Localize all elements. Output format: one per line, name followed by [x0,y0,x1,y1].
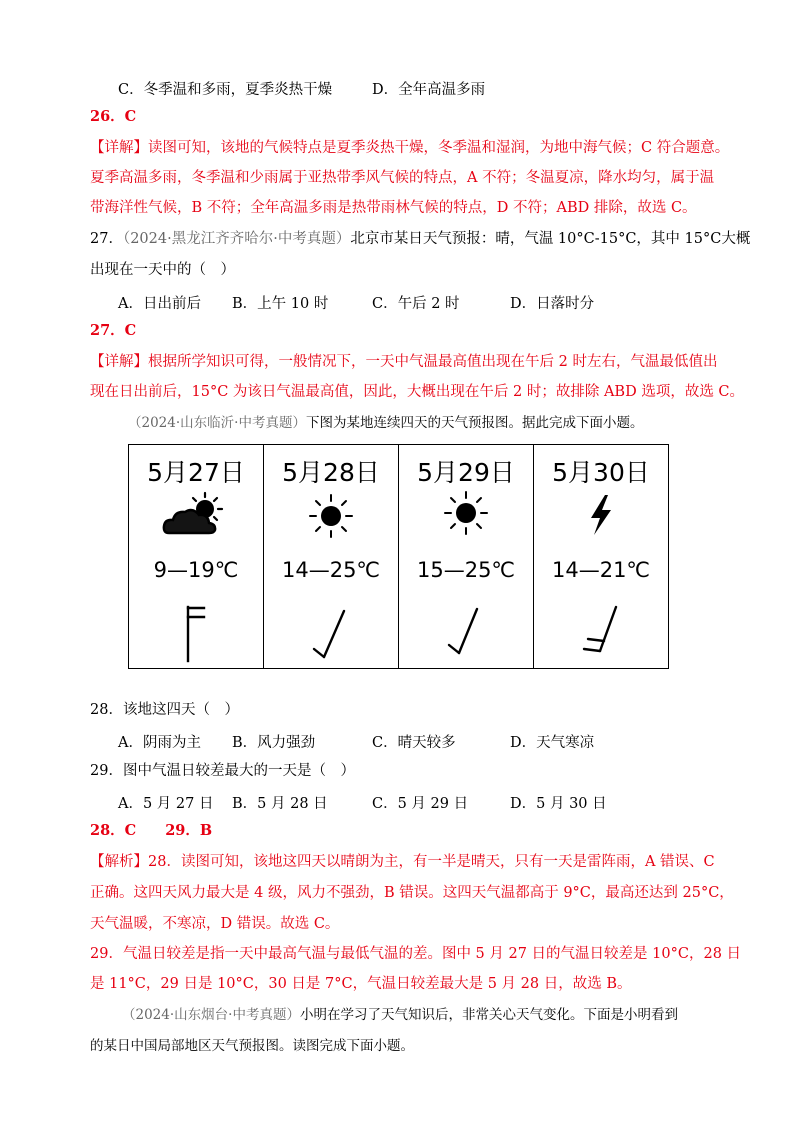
forecast-date: 5月27日 [147,458,245,487]
question-27-line1 [90,229,750,249]
q27-option-b: B．上午 10 时 [232,296,329,312]
wind-2-level-icon [264,603,398,665]
intro-30-line2: 的某日中国局部地区天气预报图。读图完成下面小题。 [90,1038,414,1054]
q29-option-b: B．5 月 28 日 [232,796,328,812]
q27-option-c: C．午后 2 时 [372,296,460,312]
explanation-26-line3: 带海洋性气候，B 不符；全年高温多雨是热带雨林气候的特点，D 不符；ABD 排除，故选 C。 [90,200,697,216]
forecast-cell [264,445,399,668]
explanation-27-line2: 现在日出前后，15°C 为该日气温最高值，因此，大概出现在午后 2 时；故排除 ABD 选项，故选 C。 [90,384,745,400]
explanation-26-line1: 【详解】读图可知，该地的气候特点是夏季炎热干燥，冬季温和湿润，为地中海气候；C 符合题意。 [90,140,730,156]
q29-option-c: C．5 月 29 日 [372,796,469,812]
forecast-cell [129,445,264,668]
question-27-source: （2024·黑龙江齐齐哈尔·中考真题） [122,231,351,247]
sunny-icon [264,491,398,541]
forecast-temperature: 14—25℃ [281,558,381,582]
intro-28-29-text: 下图为某地连续四天的天气预报图。据此完成下面小题。 [305,415,644,431]
forecast-temperature: 9—19℃ [153,558,239,582]
q28-option-a: A．阴雨为主 [118,735,201,751]
question-27-number: 27． [90,231,123,247]
intro-30-line1 [122,1005,678,1025]
question-27-line2: 出现在一天中的（ ） [90,262,235,278]
answer-28-29: 28．C 29．B [90,822,213,839]
intro-30-text: 小明在学习了天气知识后，非常关心天气变化。下面是小明看到 [299,1007,678,1023]
sunny-icon [399,491,533,541]
wind-2-level-icon [399,603,533,665]
explanation-28-29-line3: 天气温暖，不寒凉，D 错误。故选 C。 [90,916,340,932]
q29-option-d: D．5 月 30 日 [510,796,607,812]
q25-option-d: D．全年高温多雨 [372,82,486,98]
q25-option-c: C．冬季温和多雨，夏季炎热干燥 [118,82,333,98]
partly-cloudy-icon [129,491,263,541]
forecast-date: 5月28日 [282,458,380,487]
explanation-28-29-line2: 正确。这四天风力最大是 4 级，风力不强劲，B 错误。这四天气温都高于 9°C，最高还达到 25°C， [90,885,734,901]
intro-28-29-source: （2024·山东临沂·中考真题） [128,415,306,431]
question-28: 28．该地这四天（ ） [90,702,239,718]
answer-27: 27．C [90,322,137,339]
question-27-text: 北京市某日天气预报：晴，气温 10°C-15°C，其中 15°C大概 [350,231,751,247]
question-29: 29．图中气温日较差最大的一天是（ ） [90,763,355,779]
wind-3-level-icon [534,603,668,665]
explanation-26-line2: 夏季高温多雨，冬季温和少雨属于亚热带季风气候的特点，A 不符；冬温夏凉，降水均匀，属于温 [90,170,715,186]
forecast-temperature: 14—21℃ [551,558,651,582]
explanation-28-29-line5: 是 11°C，29 日是 10°C，30 日是 7°C，气温日较差最大是 5 月 28 日，故选 B。 [90,976,632,992]
forecast-cell [534,445,668,668]
q28-option-d: D．天气寒凉 [510,735,595,751]
forecast-date: 5月29日 [417,458,515,487]
q27-option-d: D．日落时分 [510,296,595,312]
wind-4-level-icon [129,603,263,665]
q27-option-a: A．日出前后 [118,296,201,312]
explanation-27-line1: 【详解】根据所学知识可得，一般情况下，一天中气温最高值出现在午后 2 时左右，气温最低值出 [90,354,718,370]
q28-option-b: B．风力强劲 [232,735,316,751]
answer-26: 26．C [90,108,137,125]
forecast-temperature: 15—25℃ [416,558,516,582]
q28-option-c: C．晴天较多 [372,735,456,751]
thunderstorm-icon [534,491,668,541]
q29-option-a: A．5 月 27 日 [118,796,214,812]
intro-30-source: （2024·山东烟台·中考真题） [122,1007,300,1023]
forecast-cell [399,445,534,668]
weather-forecast-table [128,444,669,669]
explanation-28-29-line1: 【解析】28．读图可知，该地这四天以晴朗为主，有一半是晴天，只有一天是雷阵雨，A 错误、C [90,854,715,870]
explanation-28-29-line4: 29．气温日较差是指一天中最高气温与最低气温的差。图中 5 月 27 日的气温日较差是 10°C，28 日 [90,946,742,962]
intro-28-29 [128,413,643,433]
forecast-date: 5月30日 [552,458,650,487]
